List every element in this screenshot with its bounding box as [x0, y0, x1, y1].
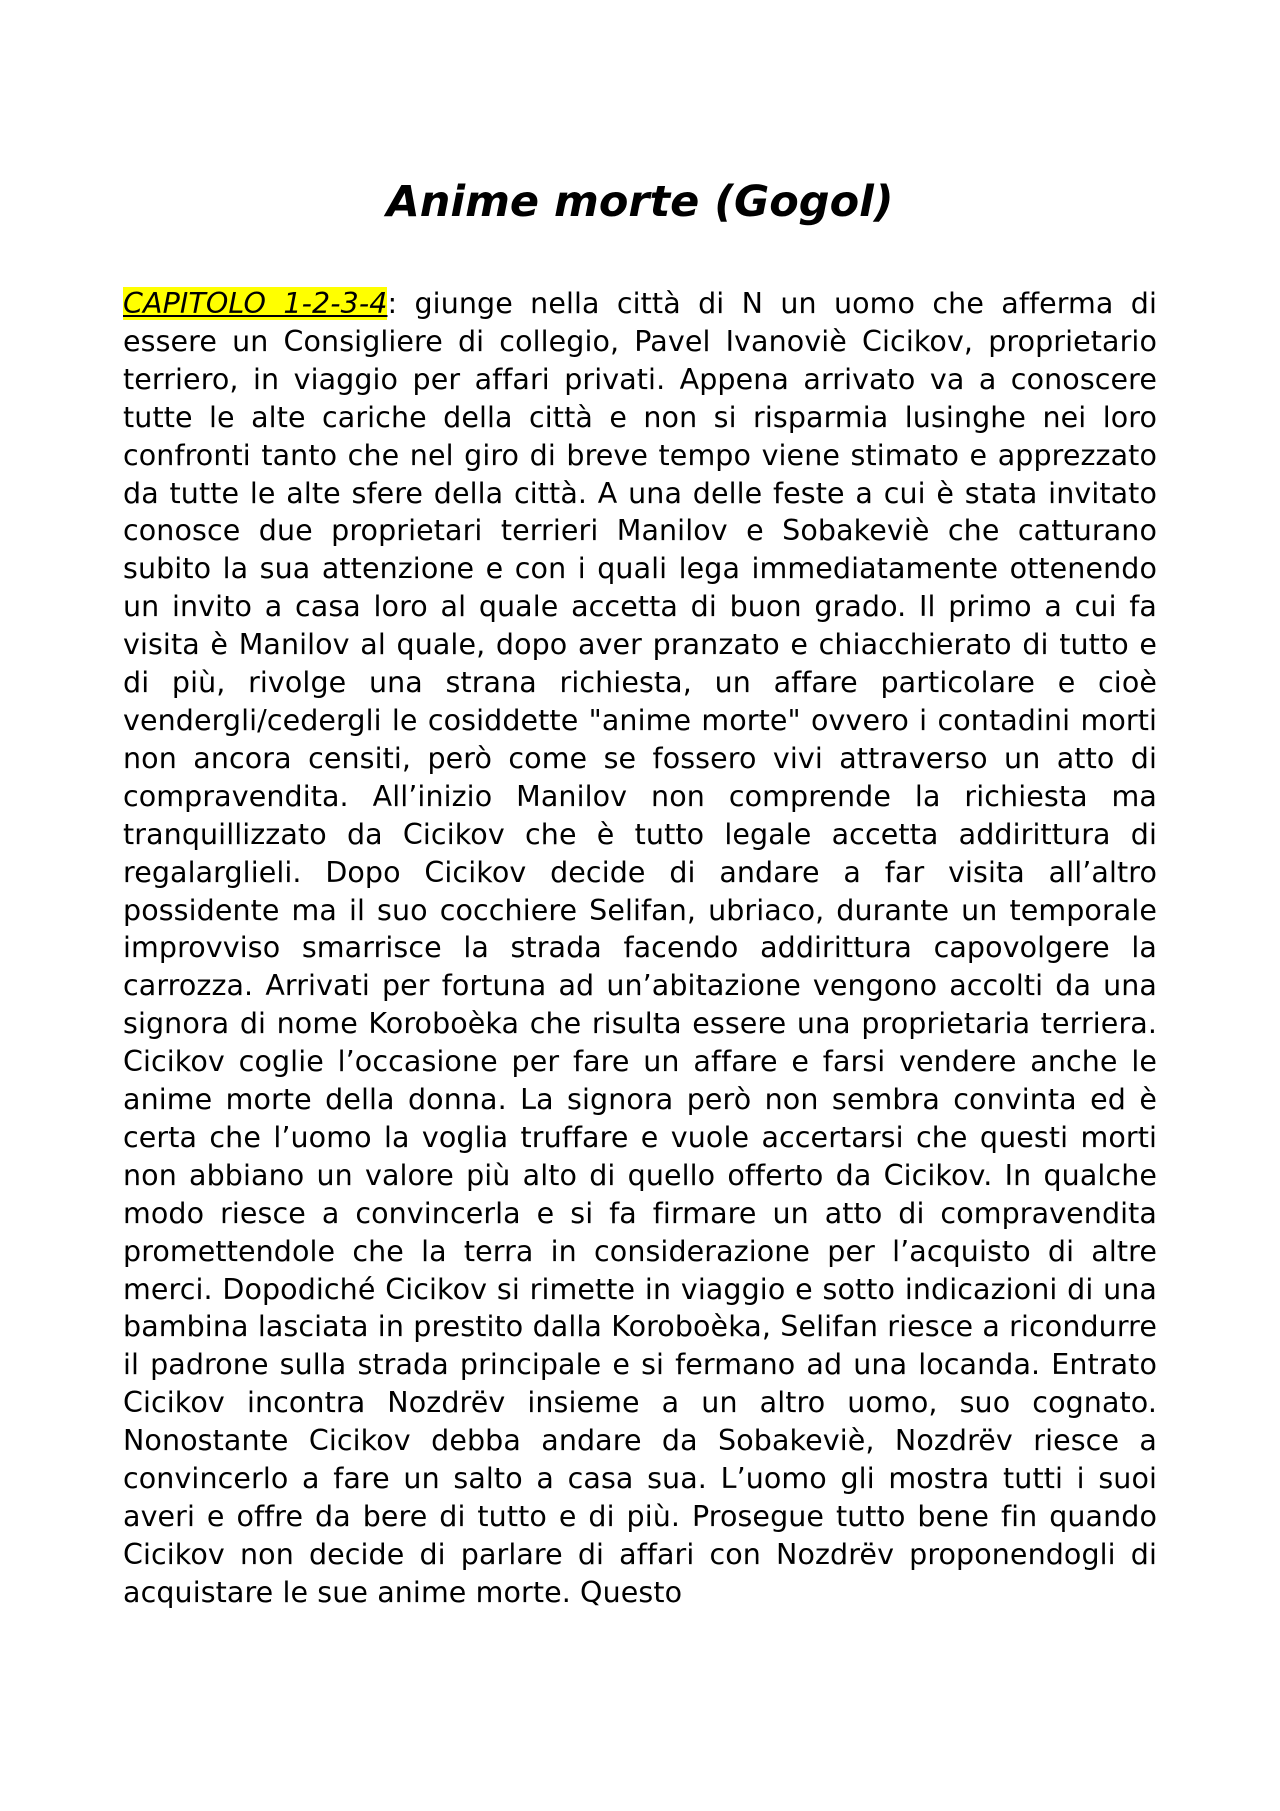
chapter-label: CAPITOLO 1-2-3-4 — [123, 287, 388, 320]
document-title: Anime morte (Gogol) — [386, 177, 894, 227]
chapter-separator: : — [387, 287, 398, 320]
body-text: giunge nella città di N un uomo che afferma di essere un Consigliere di collegio, Pavel Ivanoviè Cicikov, proprietario terriero, in viaggio per affari privati. Appena arrivato va a conoscere tutte le alte cariche della città e non si risparmia lusinghe nei loro confronti tanto che nel giro di breve tempo viene stimato e apprezzato da tutte le alte sfere della città. A una delle feste a cui è stata invitato conosce due proprietari terrieri Manilov e Sobakeviè che catturano subito la sua attenzione e con i quali lega immediatamente ottenendo un invito a casa loro al quale accetta di buon grado. Il primo a cui fa visita è Manilov al quale, dopo aver pranzato e chiacchierato di tutto e di più, rivolge una strana richiesta, un affare particolare e cioè vendergli/cedergli le cosiddette "anime morte" ovvero i contadini morti non ancora censiti, però come se fossero vivi attraverso un atto di compravendita. All’inizio Manilov non comprende la richiesta ma tranquillizzato da Cicikov che è tutto legale accetta addirittura di regalarglieli. Dopo Cicikov decide di andare a far visita all’altro possidente ma il suo cocchiere Selifan, ubriaco, durante un temporale improvviso smarrisce la strada facendo addirittura capovolgere la carrozza. Arrivati per fortuna ad un’abitazione vengono accolti da una signora di nome Koroboèka che risulta essere una proprietaria terriera. Cicikov coglie l’occasione per fare un affare e farsi vendere anche le anime morte della donna. La signora però non sembra convinta ed è certa che l’uomo la voglia truffare e vuole accertarsi che questi morti non abbiano un valore più alto di quello offerto da Cicikov. In qualche modo riesce a convincerla e si fa firmare un atto di compravendita promettendole che la terra in considerazione per l’acquisto di altre merci. Dopodiché Cicikov si rimette in viaggio e sotto indicazioni di una bambina lasciata in prestito dalla Koroboèka, Selifan riesce a ricondurre il padrone sulla strada principale e si fermano ad una locanda. Entrato Cicikov incontra Nozdrëv insieme a un altro uomo, suo cognato. Nonostante Cicikov debba andare da Sobakeviè, Nozdrëv riesce a convincerlo a fare un salto a casa sua. L’uomo gli mostra tutti i suoi averi e offre da bere di tutto e di più. Prosegue tutto bene fin quando Cicikov non decide di parlare di affari con Nozdrëv proponendogli di acquistare le sue anime morte. Questo — [123, 287, 1157, 1609]
body-paragraph — [123, 285, 1157, 1612]
